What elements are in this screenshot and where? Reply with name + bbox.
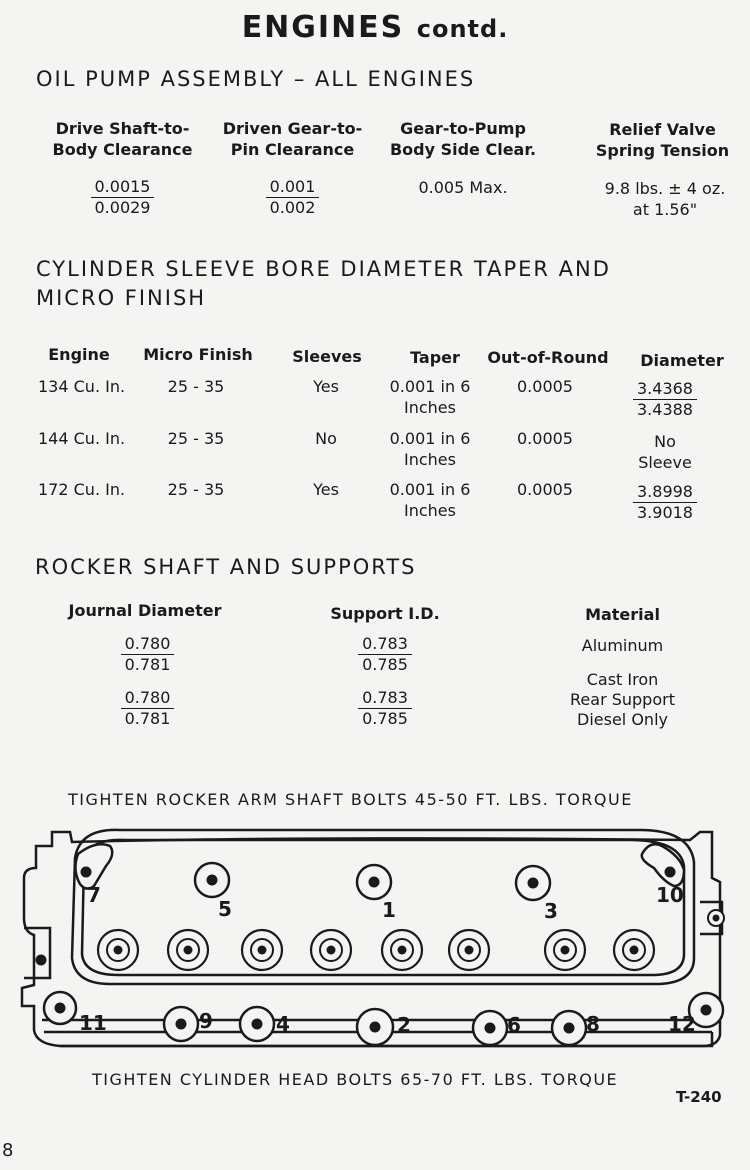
bolt-hole-icon — [665, 867, 676, 878]
bolt-label-4: 4 — [276, 1012, 290, 1036]
valve-stem-icon — [258, 946, 267, 955]
rocker-heading: ROCKER SHAFT AND SUPPORTS — [35, 555, 417, 579]
fraction-top: 0.783 — [358, 688, 412, 709]
oil-pump-col-4-value — [585, 178, 745, 220]
cell-out-of-round: 0.0005 — [517, 480, 573, 499]
col-header-sleeves: Sleeves — [292, 347, 362, 366]
material-line: Rear Support — [570, 690, 675, 709]
taper-line: 0.001 in 6 — [389, 377, 471, 396]
cell-micro-finish: 25 - 35 — [167, 377, 225, 396]
fraction-top: 0.001 — [266, 177, 320, 198]
oil-pump-col-3-header — [383, 118, 543, 160]
cylinder-head-torque-caption: TIGHTEN CYLINDER HEAD BOLTS 65-70 FT. LBS. TORQUE — [92, 1070, 619, 1089]
col-header-micro-finish: Micro Finish — [143, 345, 253, 364]
fraction — [121, 634, 175, 675]
valve-layer — [98, 930, 654, 970]
oil-pump-col-2-header — [215, 118, 370, 160]
fraction-bottom: 0.785 — [362, 709, 408, 728]
title-main: ENGINES — [241, 10, 405, 45]
bolt-hole-icon — [713, 915, 720, 922]
fraction-top: 3.8998 — [633, 482, 697, 503]
valve-stem-icon — [630, 946, 639, 955]
diameter-line: No — [654, 432, 676, 451]
fraction-bottom: 0.781 — [124, 655, 171, 674]
bolt-label-8: 8 — [586, 1012, 600, 1036]
valve-stem-icon — [327, 946, 336, 955]
corner-boss-icon — [75, 844, 112, 888]
cell-sleeves: Yes — [313, 377, 339, 396]
page-number: 8 — [2, 1140, 14, 1161]
bolt-hole-icon — [701, 1005, 712, 1016]
valve-stem-icon — [561, 946, 570, 955]
fraction-bottom: 3.4388 — [637, 400, 693, 419]
cylinder-head-diagram — [0, 810, 750, 1070]
rocker-row-2-journal — [60, 688, 235, 729]
taper-line: 0.001 in 6 — [389, 480, 471, 499]
value-line: 9.8 lbs. ± 4 oz. — [604, 179, 726, 198]
rocker-row-1-material: Aluminum — [581, 636, 664, 655]
fraction — [358, 688, 412, 729]
fraction — [91, 177, 155, 218]
bolt-hole-icon — [207, 875, 218, 886]
header-line: Body Clearance — [52, 140, 193, 159]
rocker-row-1-journal — [60, 634, 235, 675]
fraction — [358, 634, 412, 675]
header-line: Body Side Clear. — [389, 140, 537, 159]
cell-engine: 134 Cu. In. — [38, 377, 126, 396]
cell-diameter — [610, 482, 720, 523]
bolt-hole-icon — [528, 878, 539, 889]
bolt-label-12: 12 — [668, 1012, 696, 1036]
cell-micro-finish: 25 - 35 — [167, 480, 225, 499]
valve-stem-icon — [184, 946, 193, 955]
cell-taper — [372, 479, 488, 521]
bolt-hole-icon — [564, 1023, 575, 1034]
fraction — [633, 379, 697, 420]
header-line: Relief Valve — [609, 120, 716, 139]
col-header-engine: Engine — [48, 345, 110, 364]
col-header-support: Support I.D. — [330, 604, 440, 623]
bolt-label-1: 1 — [382, 898, 396, 922]
material-line: Cast Iron — [586, 670, 659, 689]
bolt-hole-icon — [485, 1023, 496, 1034]
diameter-line: Sleeve — [638, 453, 692, 472]
cell-out-of-round: 0.0005 — [517, 429, 573, 448]
fraction — [633, 482, 697, 523]
bolt-hole-icon — [176, 1019, 187, 1030]
header-line: Driven Gear-to- — [222, 119, 363, 138]
fraction — [121, 688, 175, 729]
header-line: Spring Tension — [595, 141, 730, 160]
col-header-diameter: Diameter — [640, 351, 724, 370]
rocker-row-2-support — [300, 688, 470, 729]
valve-stem-icon — [398, 946, 407, 955]
value-line: at 1.56" — [632, 200, 698, 219]
fraction-top: 3.4368 — [633, 379, 697, 400]
oil-pump-col-2-value — [215, 177, 370, 218]
figure-id: T-240 — [676, 1088, 722, 1106]
cell-taper — [372, 428, 488, 470]
taper-line: Inches — [404, 450, 456, 469]
cell-sleeves: Yes — [313, 480, 339, 499]
taper-line: Inches — [404, 501, 456, 520]
cell-micro-finish: 25 - 35 — [167, 429, 225, 448]
cylinder-heading — [36, 255, 611, 313]
cell-out-of-round: 0.0005 — [517, 377, 573, 396]
rocker-row-1-support — [300, 634, 470, 675]
cell-diameter — [610, 379, 720, 420]
corner-boss-icon — [642, 844, 684, 886]
cell-engine: 144 Cu. In. — [38, 429, 126, 448]
heading-line: CYLINDER SLEEVE BORE DIAMETER TAPER AND — [36, 257, 611, 281]
cell-diameter — [610, 431, 720, 473]
header-line: Pin Clearance — [230, 140, 355, 159]
bolt-label-9: 9 — [199, 1009, 213, 1033]
bolt-hole-icon — [36, 955, 47, 966]
title-suffix: contd. — [416, 15, 509, 43]
material-line: Diesel Only — [577, 710, 668, 729]
bolt-label-10: 10 — [656, 883, 684, 907]
bolt-label-7: 7 — [87, 883, 101, 907]
bolt-hole-icon — [81, 867, 92, 878]
bolt-hole-icon — [369, 877, 380, 888]
taper-line: 0.001 in 6 — [389, 429, 471, 448]
col-header-taper: Taper — [410, 348, 460, 367]
bolt-hole-icon — [252, 1019, 263, 1030]
header-line: Gear-to-Pump — [400, 119, 526, 138]
bolt-hole-icon — [370, 1022, 381, 1033]
oil-pump-col-3-value: 0.005 Max. — [418, 178, 508, 197]
bolt-label-3: 3 — [544, 899, 558, 923]
rocker-torque-caption: TIGHTEN ROCKER ARM SHAFT BOLTS 45-50 FT. LBS. TORQUE — [68, 790, 633, 809]
col-header-out-of-round: Out-of-Round — [487, 348, 609, 367]
header-line: Drive Shaft-to- — [55, 119, 190, 138]
cell-engine: 172 Cu. In. — [38, 480, 126, 499]
bolt-label-11: 11 — [79, 1011, 107, 1035]
rocker-row-2-material — [545, 670, 700, 730]
fraction-top: 0.780 — [121, 634, 175, 655]
valve-stem-icon — [465, 946, 474, 955]
taper-line: Inches — [404, 398, 456, 417]
col-header-material: Material — [585, 605, 660, 624]
fraction-bottom: 3.9018 — [637, 503, 693, 522]
bolt-label-6: 6 — [507, 1013, 521, 1037]
heading-line: MICRO FINISH — [36, 286, 207, 310]
fraction-bottom: 0.785 — [362, 655, 408, 674]
cell-sleeves: No — [315, 429, 337, 448]
oil-pump-col-1-header — [45, 118, 200, 160]
fraction-bottom: 0.0029 — [94, 198, 151, 217]
bolt-label-2: 2 — [397, 1013, 411, 1037]
oil-pump-heading: OIL PUMP ASSEMBLY – ALL ENGINES — [36, 67, 476, 91]
oil-pump-col-1-value — [45, 177, 200, 218]
valve-stem-icon — [114, 946, 123, 955]
fraction-top: 0.0015 — [91, 177, 155, 198]
fraction-bottom: 0.781 — [124, 709, 171, 728]
oil-pump-col-4-header — [585, 119, 740, 161]
fraction-bottom: 0.002 — [269, 198, 316, 217]
page-title — [0, 10, 750, 45]
cell-taper — [372, 376, 488, 418]
fraction-top: 0.780 — [121, 688, 175, 709]
bolt-label-5: 5 — [218, 897, 232, 921]
bolt-hole-icon — [55, 1003, 66, 1014]
fraction — [266, 177, 320, 218]
fraction-top: 0.783 — [358, 634, 412, 655]
col-header-journal: Journal Diameter — [68, 601, 222, 620]
